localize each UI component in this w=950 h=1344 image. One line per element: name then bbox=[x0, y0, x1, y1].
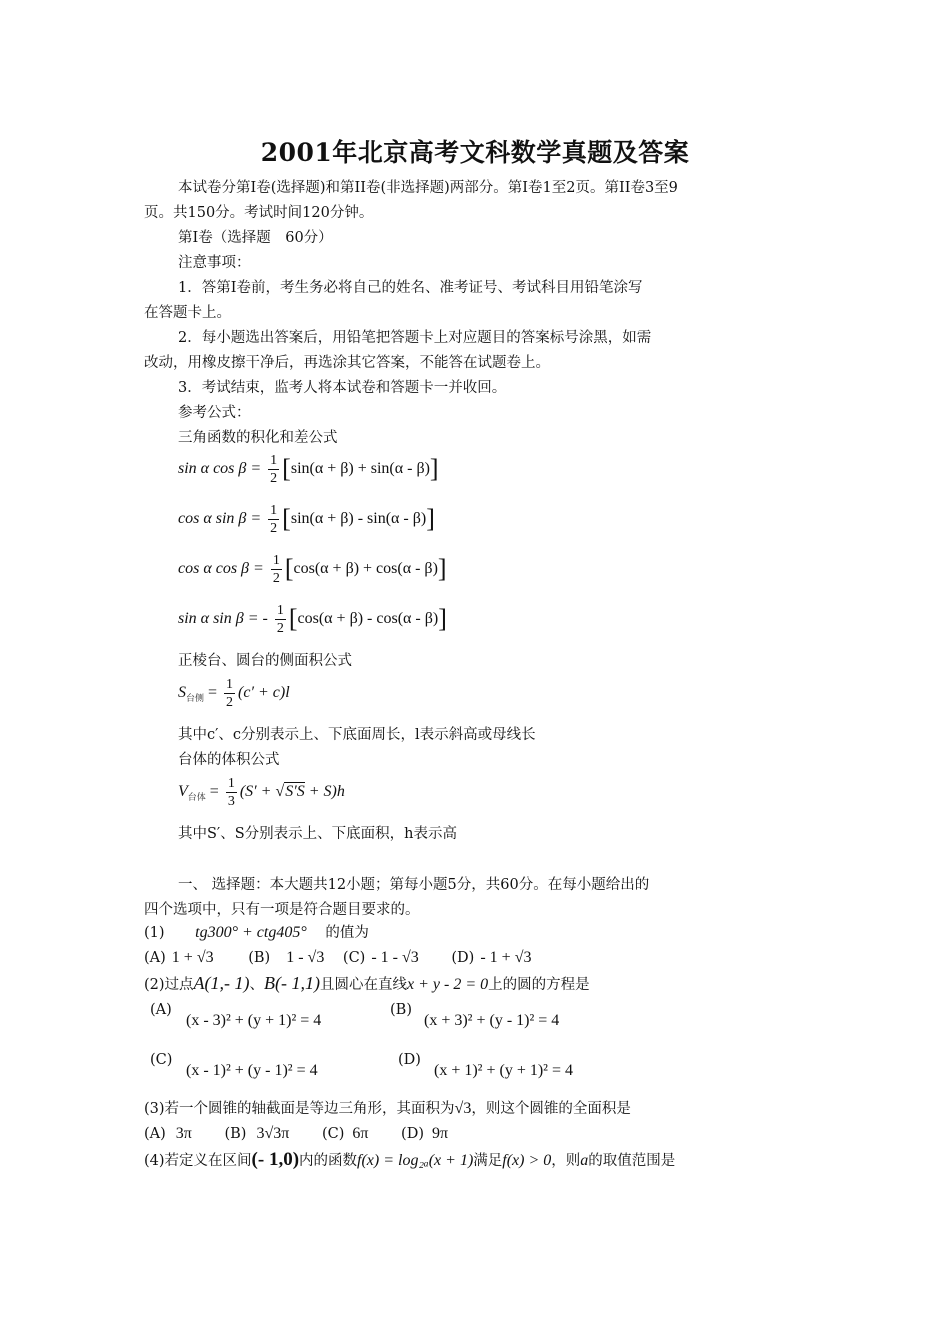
notice-2b: 改动，用橡皮擦干净后，再选涂其它答案，不能答在试题卷上。 bbox=[144, 355, 550, 371]
notice-1b: 在答题卡上。 bbox=[144, 305, 231, 321]
q2-option-c: (x - 1)² + (y - 1)² = 4 bbox=[186, 1062, 318, 1079]
notice-heading: 注意事项： bbox=[178, 255, 251, 271]
volume-desc: 其中S′、S分别表示上、下底面积，h表示高 bbox=[178, 826, 457, 842]
formula-lhs: cos α sin β = bbox=[178, 510, 262, 528]
question-1: (1) tg300° + ctg405° 的值为 bbox=[144, 924, 369, 941]
question-2: (2)过点A(1,- 1)、B(- 1,1)且圆心在直线x + y - 2 = 0上的圆的方程是 bbox=[144, 973, 590, 993]
formula-volume: $V_{台体}$ = $\frac{1}{3}$ (S′ + √S′S + S)h bbox=[178, 776, 345, 809]
formula-rhs: sin(α + β) + sin(α - β) bbox=[290, 460, 430, 478]
formula-rhs: cos(α + β) - cos(α - β) bbox=[297, 610, 439, 628]
notice-3: 3．考试结束，监考人将本试卷和答题卡一并收回。 bbox=[178, 380, 507, 396]
formula-cos-cos: cos α cos β = $\frac{1}{2}$ [cos(α + β) + cos(α - β)] bbox=[178, 553, 447, 586]
intro-line-1: 本试卷分第Ⅰ卷(选择题)和第ⅠⅠ卷(非选择题)两部分。第Ⅰ卷1至2页。第ⅠⅠ卷3至9 bbox=[178, 180, 678, 196]
volume-heading: 台体的体积公式 bbox=[178, 752, 280, 768]
fraction-half: $\frac{1}{2}$ bbox=[272, 553, 280, 586]
formula-rhs: cos(α + β) + cos(α - β) bbox=[293, 560, 438, 578]
q2-option-d-label: (D) bbox=[398, 1052, 421, 1068]
fraction-half: $\frac{1}{2}$ bbox=[270, 453, 278, 486]
q1-options: (A) 1 + √3 (B) 1 - √3 (C) - 1 - √3 (D) - 1 + √3 bbox=[144, 949, 532, 966]
fraction-third: $\frac{1}{3}$ bbox=[227, 776, 235, 809]
formula-lhs: sin α cos β = bbox=[178, 460, 262, 478]
section-heading: 第Ⅰ卷（选择题 60分） bbox=[178, 230, 333, 246]
q2-option-c-label: (C) bbox=[150, 1052, 173, 1068]
fraction-half: $\frac{1}{2}$ bbox=[226, 677, 234, 710]
q2-option-d: (x + 1)² + (y + 1)² = 4 bbox=[434, 1062, 573, 1079]
fraction-half: $\frac{1}{2}$ bbox=[270, 503, 278, 536]
q3-options: (A) 3π (B) 3√3π (C) 6π (D) 9π bbox=[144, 1125, 449, 1142]
fraction-half: $\frac{1}{2}$ bbox=[276, 603, 284, 636]
q1-expression: tg300° + ctg405° bbox=[195, 924, 307, 941]
formula-lhs: sin α sin β = - bbox=[178, 610, 268, 628]
formula-sin-cos: sin α cos β = $\frac{1}{2}$ [sin(α + β) + sin(α - β)] bbox=[178, 453, 439, 486]
q2-option-a-label: (A) bbox=[150, 1002, 172, 1018]
notice-2a: 2．每小题选出答案后，用铅笔把答题卡上对应题目的答案标号涂黑，如需 bbox=[178, 330, 652, 346]
q2-option-b: (x + 3)² + (y - 1)² = 4 bbox=[424, 1012, 560, 1029]
page-title: 2001年北京高考文科数学真题及答案 bbox=[260, 138, 690, 167]
q2-option-b-label: (B) bbox=[390, 1002, 412, 1018]
formula-lateral-area: $S_{台侧}$ = $\frac{1}{2}$ (c′ + c)l bbox=[178, 677, 290, 710]
formula-cos-sin: cos α sin β = $\frac{1}{2}$ [sin(α + β) - sin(α - β)] bbox=[178, 503, 435, 536]
reference-heading: 参考公式： bbox=[178, 405, 251, 421]
formula-sin-sin: sin α sin β = - $\frac{1}{2}$ [cos(α + β) - cos(α - β)] bbox=[178, 603, 447, 636]
notice-1a: 1．答第Ⅰ卷前，考生务必将自己的姓名、准考证号、考试科目用铅笔涂写 bbox=[178, 280, 643, 296]
lateral-desc: 其中c′、c分别表示上、下底面周长，l表示斜高或母线长 bbox=[178, 727, 536, 743]
part1-line-1: 一、 选择题：本大题共12小题；第每小题5分，共60分。在每小题给出的 bbox=[178, 877, 650, 893]
q2-option-a: (x - 3)² + (y + 1)² = 4 bbox=[186, 1012, 322, 1029]
intro-line-2: 页。共150分。考试时间120分钟。 bbox=[144, 205, 374, 221]
formula-lhs: cos α cos β = bbox=[178, 560, 264, 578]
lateral-heading: 正棱台、圆台的侧面积公式 bbox=[178, 653, 352, 669]
part1-line-2: 四个选项中，只有一项是符合题目要求的。 bbox=[144, 902, 420, 918]
question-4: (4)若定义在区间(- 1,0)内的函数f(x) = log₂ₐ(x + 1)满足f(x) > 0，则a的取值范围是 bbox=[144, 1149, 676, 1170]
trig-heading: 三角函数的积化和差公式 bbox=[178, 430, 338, 446]
formula-rhs: sin(α + β) - sin(α - β) bbox=[290, 510, 427, 528]
question-3: (3)若一个圆锥的轴截面是等边三角形，其面积为√3，则这个圆锥的全面积是 bbox=[144, 1100, 631, 1117]
